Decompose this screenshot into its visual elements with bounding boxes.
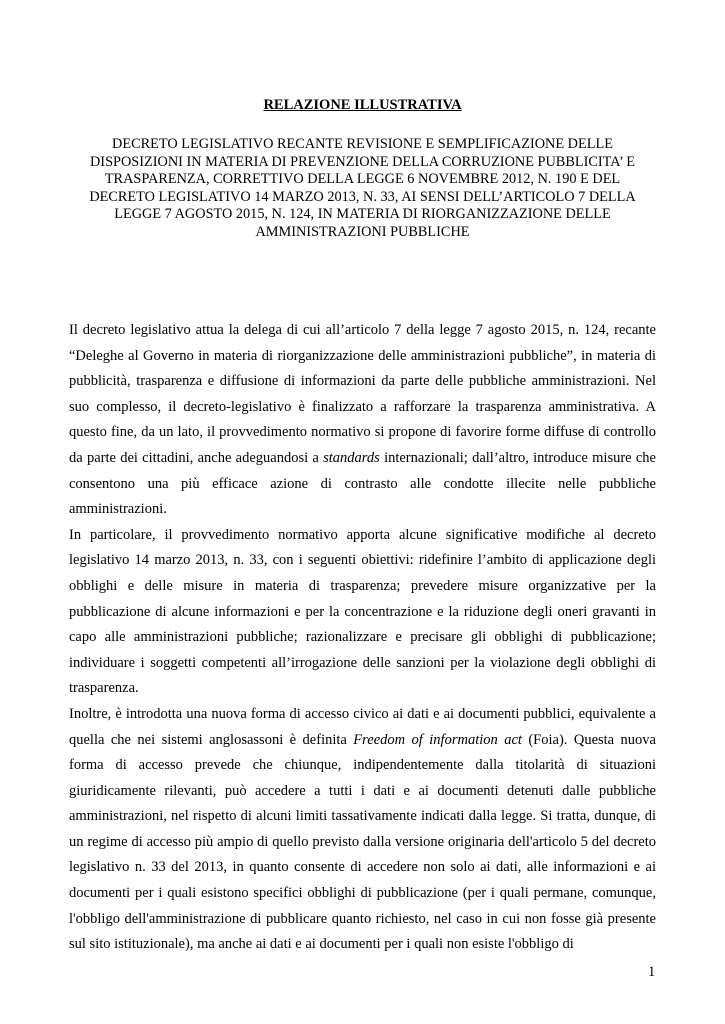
document-body bbox=[69, 318, 656, 958]
paragraph-2: In particolare, il provvedimento normativo apporta alcune significative modifiche al decreto legislativo 14 marzo 2013, n. 33, con i seguenti obiettivi: ridefinire l’ambito di applicazione degli obblighi e delle misure in materia di trasparenza; prevedere misure organizzative per la pubblicazione di alcune informazioni e per la concentrazione e la riduzione degli oneri gravanti in capo alle amministrazioni pubbliche; razionalizzare e precisare gli obblighi di pubblicazione; individuare i soggetti competenti all’irrogazione delle sanzioni per la violazione degli obblighi di trasparenza. bbox=[69, 526, 656, 697]
paragraph-3-text-b: (Foia). Questa nuova forma di accesso prevede che chiunque, indipendentemente dalla titolarità di situazioni giuridicamente rilevanti, può accedere a tutti i dati e ai documenti detenuti dalle pubbliche amministrazioni, nel rispetto di alcuni limiti tassativamente indicati dalla legge. Si tratta, dunque, di un regime di accesso più ampio di quello previsto dalla versione originaria dell'articolo 5 del decreto legislativo n. 33 del 2013, in quanto consente di accedere non solo ai dati, alle informazioni e ai documenti per i quali esistono specifici obblighi di pubblicazione (per i quali permane, comunque, l'obbligo dell'amministrazione di pubblicare quanto richiesto, nel caso in cui non fosse già presente sul sito istituzionale), ma anche ai dati e ai documenti per i quali non esiste l'obbligo di bbox=[69, 731, 656, 953]
document-title: RELAZIONE ILLUSTRATIVA bbox=[263, 97, 462, 113]
paragraph-3 bbox=[69, 702, 656, 958]
page-number: 1 bbox=[648, 964, 656, 980]
paragraph-3-text-a: Inoltre, è introdotta una nuova forma di accesso civico ai dati e ai documenti pubblici, equivalente a quella che nei sistemi anglosassoni è definita bbox=[69, 705, 656, 748]
paragraph-1-text-b: internazionali; dall’altro, introduce misure che consentono una più efficace azione di contrasto alle condotte illecite nelle pubbliche amministrazioni. bbox=[69, 449, 656, 518]
paragraph-1-italic: standards bbox=[323, 449, 380, 466]
paragraph-3-italic: Freedom of information act bbox=[353, 731, 522, 748]
document-subtitle: DECRETO LEGISLATIVO RECANTE REVISIONE E SEMPLIFICAZIONE DELLE DISPOSIZIONI IN MATERIA DI PREVENZIONE DELLA CORRUZIONE PUBBLICITA’ E TRASPARENZA, CORRETTIVO DELLA LEGGE 6 NOVEMBRE 2012, N. 190 E DEL DECRETO LEGISLATIVO 14 MARZO 2013, N. 33, AI SENSI DELL’ARTICOLO 7 DELLA LEGGE 7 AGOSTO 2015, N. 124, IN MATERIA DI RIORGANIZZAZIONE DELLE AMMINISTRAZIONI PUBBLICHE bbox=[89, 136, 636, 240]
paragraph-1 bbox=[69, 318, 656, 523]
paragraph-1-text-a: Il decreto legislativo attua la delega di cui all’articolo 7 della legge 7 agosto 2015, n. 124, recante “Deleghe al Governo in materia di riorganizzazione delle amministrazioni pubbliche”, in materia di pubblicità, trasparenza e diffusione di informazioni da parte delle pubbliche amministrazioni. Nel suo complesso, il decreto-legislativo è finalizzato a rafforzare la trasparenza amministrativa. A questo fine, da un lato, il provvedimento normativo si propone di favorire forme diffuse di controllo da parte dei cittadini, anche adeguandosi a bbox=[69, 322, 656, 466]
